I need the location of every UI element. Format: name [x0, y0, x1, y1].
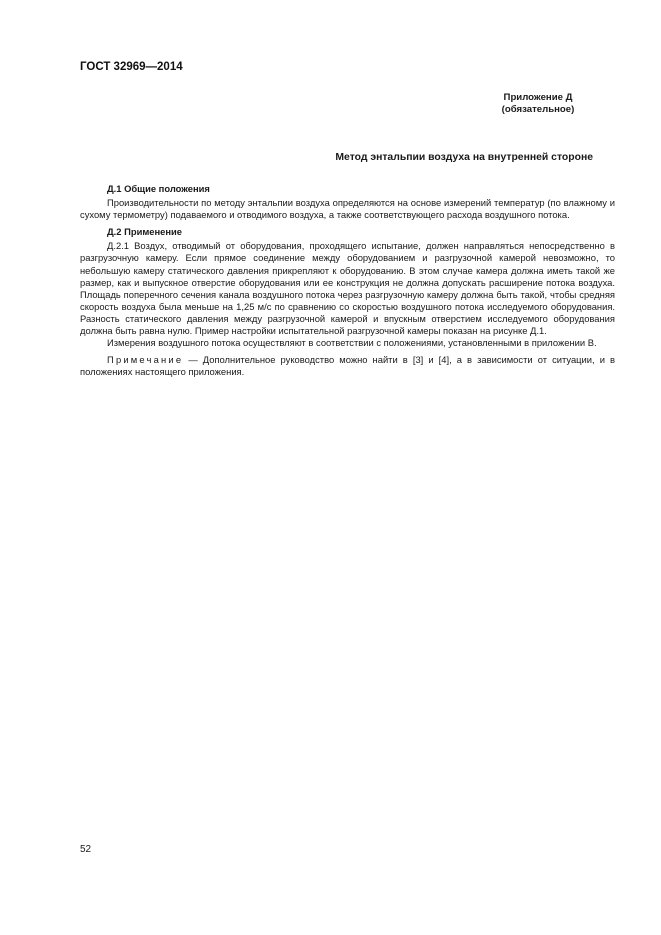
section-heading-application: Д.2 Применение: [107, 226, 182, 238]
appendix-status: (обязательное): [501, 104, 575, 115]
paragraph-application-2: Измерения воздушного потока осуществляют в соответствии с положениями, установленными в приложении В.: [107, 337, 597, 349]
page-number: 52: [80, 844, 92, 855]
appendix-label-block: [80, 92, 613, 116]
note-paragraph: [80, 354, 615, 378]
appendix-label: Приложение Д: [503, 92, 573, 103]
paragraph-application-1: Д.2.1 Воздух, отводимый от оборудования, проходящего испытание, должен направляться непосредственно в разгрузочную камеру. Если прямое соединение между оборудованием и разгрузочной камерой невозможно, то небольшую камеру статического давления прикрепляют к оборудованию. В этом случае камера должна иметь такой же размер, как и выпускное отверстие оборудования или ее конструкция не должна допускать расширение потока воздуха. Площадь поперечного сечения канала воздушного потока через разгрузочную камеру должна быть такой, чтобы средняя скорость воздуха была меньше на 1,25 м/с по сравнению со скоростью воздушного потока исследуемого оборудования. Разность статического давления между разгрузочной камерой и впускным отверстием исследуемого оборудования должна быть равна нулю. Пример настройки испытательной разгрузочной камеры показан на рисунке Д.1.: [80, 240, 615, 337]
paragraph-general: Производительности по методу энтальпии воздуха определяются на основе измерений температур (по влажному и сухому термометру) подаваемого и отводимого воздуха, а также соответствующего расхода воздушного потока.: [80, 197, 615, 221]
note-text: — Дополнительное руководство можно найти в [3] и [4], а в зависимости от ситуации, и в положениях настоящего приложения.: [80, 354, 615, 378]
page-title: Метод энтальпии воздуха на внутренней стороне: [335, 152, 593, 163]
standard-header: ГОСТ 32969—2014: [80, 61, 183, 73]
document-body: [80, 183, 615, 378]
section-heading-general: Д.1 Общие положения: [107, 183, 210, 194]
note-label: Примечание: [107, 354, 184, 366]
